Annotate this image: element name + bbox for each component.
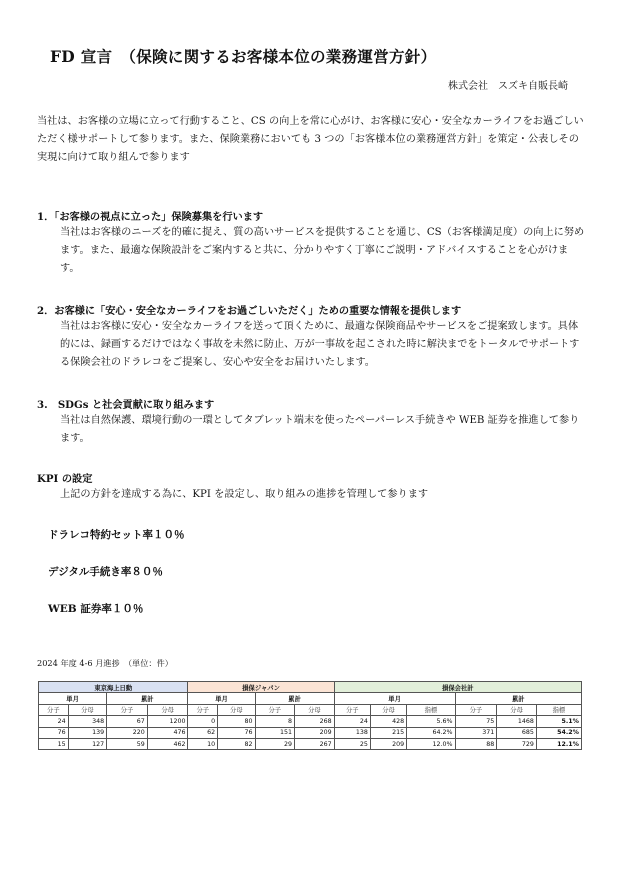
- sub-header-monthly: 単月: [334, 693, 455, 704]
- table-cell: 24: [334, 716, 370, 727]
- label-numerator: 分子: [334, 704, 370, 715]
- table-cell: 138: [334, 727, 370, 738]
- section-1-heading: 1．「お客様の視点に立った」保険募集を行います: [37, 211, 264, 223]
- label-denominator: 分母: [147, 704, 188, 715]
- table-cell: 25: [334, 738, 370, 749]
- label-rate: 指標: [407, 704, 455, 715]
- table-cell: 127: [68, 738, 106, 749]
- section-3-heading: 3. SDGs と社会貢献に取り組みます: [37, 399, 215, 411]
- table-cell: 75: [455, 716, 497, 727]
- table-cell: 151: [255, 727, 295, 738]
- company-name: 株式会社 スズキ自販長崎: [448, 81, 568, 92]
- table-cell: 215: [370, 727, 406, 738]
- sub-header-cumulative: 累計: [455, 693, 581, 704]
- section-3-body: 当社は自然保護、環境行動の一環としてタブレット端末を使ったペーパーレス手続きや WEB 証券を推進して参ります。: [60, 415, 580, 444]
- table-cell: 428: [370, 716, 406, 727]
- sub-header-monthly: 単月: [39, 693, 107, 704]
- table-cell: 24: [39, 716, 69, 727]
- table-cell: 76: [39, 727, 69, 738]
- table-cell: 267: [295, 738, 335, 749]
- table-cell: 64.2%: [407, 727, 455, 738]
- section-2-heading: 2．お客様に「安心・安全なカーライフをお過ごしいただく」ための重要な情報を提供します: [37, 305, 462, 317]
- label-denominator: 分母: [370, 704, 406, 715]
- table-cell: 220: [107, 727, 148, 738]
- table-cell: 462: [147, 738, 188, 749]
- label-numerator: 分子: [39, 704, 69, 715]
- section-2-body: 当社はお客様に安心・安全なカーライフを送って頂くために、最適な保険商品やサービスをご提案致します。具体的には、録画するだけではなく事故を未然に防止、万が一事故を起こされた時に解決までをトータルでサポートする保険会社のドラレコをご提案し、安心や安全をお届けいたします。: [60, 321, 580, 368]
- kpi-progress-table: [38, 681, 582, 750]
- label-numerator: 分子: [255, 704, 295, 715]
- table-cell: 1468: [497, 716, 537, 727]
- label-numerator: 分子: [188, 704, 218, 715]
- table-row: [39, 727, 582, 738]
- kpi-item: ドラレコ特約セット率１０％: [48, 529, 185, 541]
- kpi-item: WEB 証券率１０％: [48, 603, 144, 615]
- table-cell: 5.6%: [407, 716, 455, 727]
- table-cell: 59: [107, 738, 148, 749]
- table-cell: 371: [455, 727, 497, 738]
- label-rate: 指標: [536, 704, 581, 715]
- table-cell: 348: [68, 716, 106, 727]
- group-header-total: 損保会社計: [334, 682, 581, 693]
- table-row: [39, 738, 582, 749]
- sub-header-cumulative: 累計: [107, 693, 188, 704]
- table-cell: 0: [188, 716, 218, 727]
- table-cell: 209: [370, 738, 406, 749]
- sub-header-monthly: 単月: [188, 693, 255, 704]
- table-cell: 82: [218, 738, 255, 749]
- kpi-intro: 上記の方針を達成する為に、KPI を設定し、取り組みの進捗を管理して参ります: [60, 489, 429, 500]
- group-header-tokio: 東京海上日動: [39, 682, 188, 693]
- table-cell: 76: [218, 727, 255, 738]
- table-cell: 88: [455, 738, 497, 749]
- table-cell: 685: [497, 727, 537, 738]
- table-cell: 268: [295, 716, 335, 727]
- section-1-body: 当社はお客様のニーズを的確に捉え、質の高いサービスを提供することを通じ、CS（お客様満足度）の向上に努めます。また、最適な保険設計をご案内すると共に、分かりやすく丁寧にご説明・アドバイスすることを心がけます。: [60, 227, 585, 274]
- table-cell: 8: [255, 716, 295, 727]
- label-denominator: 分母: [295, 704, 335, 715]
- page-title: FD 宣言 （保険に関するお客様本位の業務運営方針）: [50, 47, 437, 66]
- table-row: [39, 716, 582, 727]
- table-caption: 2024 年度 4-6 月進捗 （単位：件）: [37, 658, 173, 668]
- table-cell: 1200: [147, 716, 188, 727]
- label-denominator: 分母: [497, 704, 537, 715]
- label-numerator: 分子: [107, 704, 148, 715]
- intro-paragraph: 当社は、お客様の立場に立って行動すること、CS の向上を常に心がけ、お客様に安心・安全なカーライフをお過ごしいただく様サポートして参ります。また、保険業務においても 3 つの「お客様本位の業務運営方針」を策定・公表しその実現に向けて取り組んで参ります: [37, 116, 584, 163]
- table-cell: 15: [39, 738, 69, 749]
- label-denominator: 分母: [218, 704, 255, 715]
- label-denominator: 分母: [68, 704, 106, 715]
- group-header-sompo: 損保ジャパン: [188, 682, 334, 693]
- table-cell: 29: [255, 738, 295, 749]
- table-cell: 80: [218, 716, 255, 727]
- table-cell: 5.1%: [536, 716, 581, 727]
- table-cell: 67: [107, 716, 148, 727]
- table-cell: 12.1%: [536, 738, 581, 749]
- table-cell: 139: [68, 727, 106, 738]
- table-cell: 62: [188, 727, 218, 738]
- kpi-item: デジタル手続き率８０％: [48, 566, 163, 578]
- label-numerator: 分子: [455, 704, 497, 715]
- sub-header-cumulative: 累計: [255, 693, 334, 704]
- table-cell: 729: [497, 738, 537, 749]
- table-cell: 10: [188, 738, 218, 749]
- table-cell: 476: [147, 727, 188, 738]
- kpi-heading: KPI の設定: [37, 473, 93, 485]
- table-cell: 209: [295, 727, 335, 738]
- table-cell: 54.2%: [536, 727, 581, 738]
- table-cell: 12.0%: [407, 738, 455, 749]
